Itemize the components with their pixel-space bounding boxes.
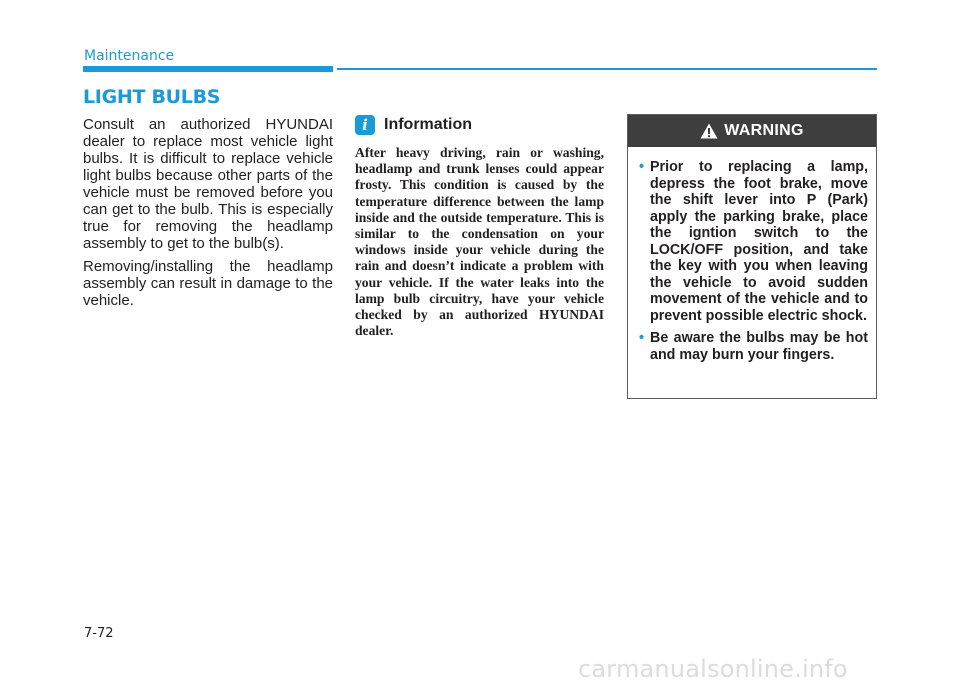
warning-triangle-icon	[700, 123, 718, 139]
warning-item-text: Prior to replacing a lamp, depress the foot brake, move the shift lever into P (Park) apply the parking brake, place the igntion switch to the LOCK/OFF position, and take the key with you when leaving the vehicle to avoid sudden movement of the vehicle and to prevent possible electric shock.	[650, 159, 868, 324]
main-paragraph-2: Removing/installing the headlamp assembly can result in damage to the vehicle.	[83, 258, 333, 309]
warning-header-bar	[628, 115, 876, 147]
information-header	[355, 115, 605, 137]
bullet-icon: •	[639, 330, 645, 346]
header-section-label: Maintenance	[84, 48, 175, 64]
bullet-icon: •	[639, 159, 645, 175]
info-icon: i	[355, 115, 375, 135]
header-rule-thick	[83, 66, 333, 72]
information-title: Information	[384, 116, 472, 133]
warning-title: WARNING	[724, 122, 804, 139]
warning-item-2	[639, 330, 868, 363]
page-number: 7-72	[84, 626, 114, 641]
information-body: After heavy driving, rain or washing, headlamp and trunk lenses could appear frosty. This condition is caused by the temperature difference between the lamp inside and the outside temperature. This is similar to the condensation on your windows inside your vehicle during the rain and doesn’t indicate a problem with your vehicle. If the water leaks into the lamp bulb circuitry, have your vehicle checked by an authorized HYUNDAI dealer.	[355, 145, 604, 339]
main-paragraph-1: Consult an authorized HYUNDAI dealer to replace most vehicle light bulbs. It is difficult to replace vehicle light bulbs because other parts of the vehicle must be removed before you can get to the bulb. This is especially true for removing the headlamp assembly to get to the bulb(s).	[83, 116, 333, 252]
warning-item-1	[639, 159, 868, 324]
warning-box	[627, 114, 877, 399]
header-rule-thin	[337, 68, 877, 70]
main-text-column	[83, 116, 333, 315]
warning-list	[628, 147, 876, 363]
warning-item-text: Be aware the bulbs may be hot and may burn your fingers.	[650, 330, 868, 363]
watermark: carmanualsonline.info	[578, 655, 848, 683]
section-title: LIGHT BULBS	[83, 86, 221, 108]
